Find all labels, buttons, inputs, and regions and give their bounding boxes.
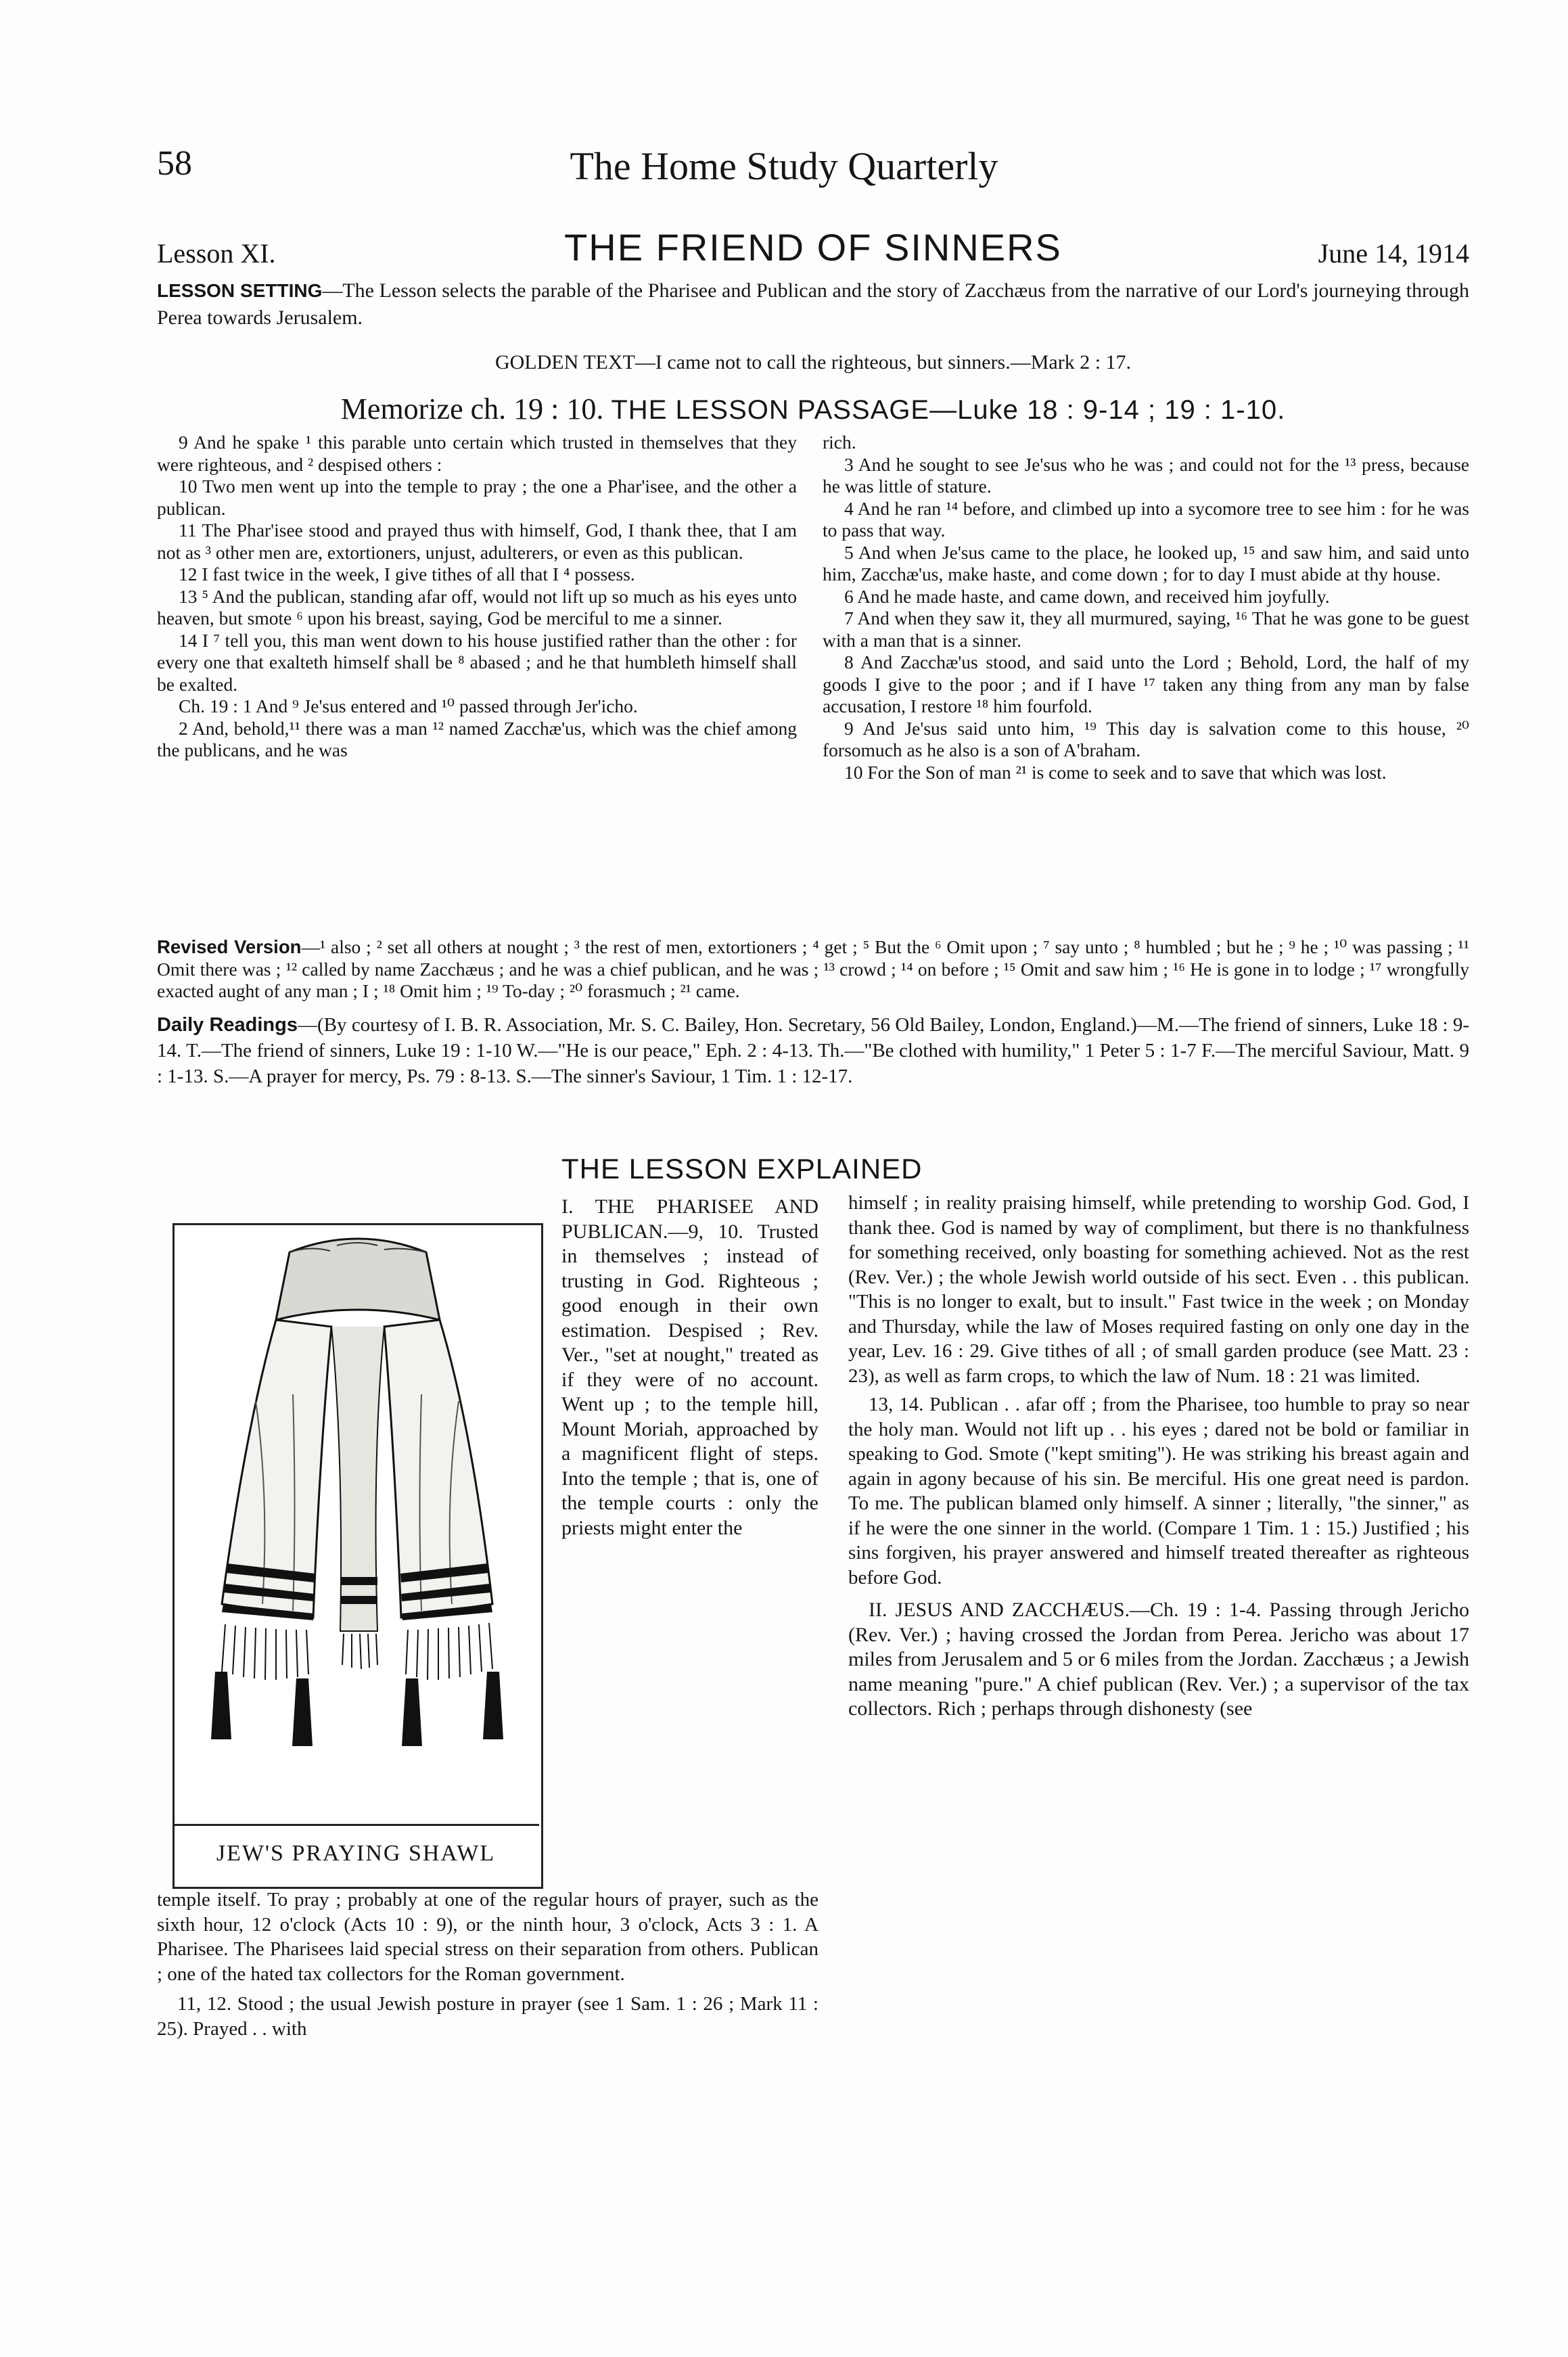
shawl-figure (172, 1223, 543, 1889)
memorize-line (157, 391, 1469, 428)
explained-paragraph: temple itself. To pray ; probably at one of the regular hours of prayer, such as the sixth hour, 12 o'clock (Acts 10 : 9), or the ninth hour, 3 o'clock, Acts 3 : 1. A Pharisee. The Pharisees laid special stress on their separation from others. Publican ; one of the hated tax collectors for the Roman government. (157, 1889, 818, 1985)
lesson-title: THE FRIEND OF SINNERS (564, 226, 1062, 269)
revised-version-label: Revised Version (157, 936, 302, 957)
explained-right-column (848, 1191, 1469, 1722)
daily-readings-text: —(By courtesy of I. B. R. Association, Mr. S. C. Bailey, Hon. Secretary, 56 Old Bailey, London, England.)—M.—The friend of sinners, Luke 18 : 9-14. T.—The friend of sinners, Luke 19 : 1-10 W.—"He is our peace," Eph. 2 : 4-13. Th.—"Be clothed with humility," 1 Peter 5 : 1-7 F.—The merciful Saviour, Matt. 9 : 1-13. S.—A prayer for mercy, Ps. 79 : 8-13. S.—The sinner's Saviour, 1 Tim. 1 : 12-17. (157, 1014, 1469, 1087)
page-number: 58 (157, 144, 192, 183)
lesson-title-line (157, 215, 1469, 269)
passage-verse: 2 And, behold,¹¹ there was a man ¹² named Zacchæ'us, which was the chief among the publicans, and he was (157, 717, 797, 760)
passage-verse: 3 And he sought to see Je'sus who he was ; and could not for the ¹³ press, because he was little of stature. (823, 453, 1469, 497)
lesson-date: June 14, 1914 (1318, 238, 1469, 269)
passage-verse: 12 I fast twice in the week, I give tithes of all that I ⁴ possess. (179, 564, 635, 585)
lesson-setting-text: —The Lesson selects the parable of the Pharisee and Publican and the story of Zacchæus from the narrative of our Lord's journeying through Perea towards Jerusalem. (157, 279, 1469, 329)
passage-verse: 9 And Je'sus said unto him, ¹⁹ This day is salvation come to this house, ²⁰ forsomuch as he also is a son of A'braham. (823, 717, 1469, 760)
lesson-setting-label: LESSON SETTING (157, 280, 323, 301)
passage-verse: 13 ⁵ And the publican, standing afar off, would not lift up so much as his eyes unto heaven, but smote ⁶ upon his breast, saying, God be merciful to me a sinner. (157, 585, 797, 628)
passage-verse: 14 I ⁷ tell you, this man went down to his house justified rather than the other : for every one that exalteth himself shall be ⁸ abased ; and he that humbleth himself shall be exalted. (157, 629, 797, 695)
passage-verse: 5 And when Je'sus came to the place, he looked up, ¹⁵ and saw him, and said unto him, Zacchæ'us, make haste, and come down ; for to day I must abide at thy house. (823, 541, 1469, 585)
passage-verse: 6 And he made haste, and came down, and received him joyfully. (844, 585, 1330, 607)
explained-paragraph: himself ; in reality praising himself, while pretending to worship God. God, I thank thee. God is named by way of compliment, but there is no thankfulness for something received, only boasting for something achieved. Not as the rest (Rev. Ver.) ; the whole Jewish world outside of his sect. Even . . this publican. "This is no longer to exalt, but to insult." Fast twice in the week ; on Monday and Thursday, while the law of Moses required fasting on only one day in the year, Lev. 16 : 29. Give tithes of all ; of small garden produce (see Matt. 23 : 23), as well as farm crops, to which the law of Num. 18 : 21 was limited. (848, 1192, 1469, 1387)
lesson-number: Lesson XI. (157, 238, 276, 269)
figure-caption-box (172, 1824, 539, 1887)
daily-readings (157, 1012, 1469, 1089)
passage-verse: 10 Two men went up into the temple to pray ; the one a Phar'isee, and the other a publican. (157, 476, 797, 519)
passage-verse: 4 And he ran ¹⁴ before, and climbed up into a sycomore tree to see him : for he was to pass that way. (823, 497, 1469, 541)
explained-narrow-column (561, 1191, 818, 1540)
passage-left-column (157, 432, 797, 762)
explained-paragraph: 13, 14. Publican . . afar off ; from the Pharisee, too humble to pray so near the holy man. Would not lift up . . his eyes ; dared not be bold or familiar in speaking to God. Smote ("kept smiting"). He was striking his breast again and again in agony because of his sin. Be merciful. His one great need is pardon. To me. The publican blamed only himself. A sinner ; literally, "the sinner," as if he were the one sinner in the world. (Compare 1 Tim. 1 : 15.) Justified ; his sins forgiven, his prayer answered and himself treated thereafter as righteous before God. (848, 1394, 1469, 1588)
passage-heading: THE LESSON PASSAGE—Luke 18 : 9-14 ; 19 : 1-10. (611, 395, 1286, 425)
lesson-explained-heading: THE LESSON EXPLAINED (561, 1153, 923, 1185)
section-one-intro: I. THE PHARISEE AND PUBLICAN.—9, 10. Trusted in themselves ; instead of trusting in God. Righteous ; good enough in their own estimation. Despised ; Rev. Ver., "set at nought," treated as if they were of no account. Went up ; to the temple hill, Mount Moriah, approached by a magnificent flight of steps. Into the temple ; that is, one of the temple courts : only the priests might enter the (561, 1195, 818, 1539)
section-two-intro: II. JESUS AND ZACCHÆUS.—Ch. 19 : 1-4. Passing through Jericho (Rev. Ver.) ; having crossed the Jordan from Perea. Jericho was about 17 miles from Jerusalem and 5 or 6 miles from the Jordan. Zacchæus ; a Jewish name meaning "pure." A chief publican (Rev. Ver.) ; a supervisor of the tax collectors. Rich ; perhaps through dishonesty (see (848, 1599, 1469, 1720)
golden-text: GOLDEN TEXT—I came not to call the righteous, but sinners.—Mark 2 : 17. (494, 351, 1132, 373)
praying-shawl-illustration (175, 1225, 541, 1821)
explained-wide-column (157, 1887, 818, 2041)
explained-paragraph: 11, 12. Stood ; the usual Jewish posture in prayer (see 1 Sam. 1 : 26 ; Mark 11 : 25). Prayed . . with (157, 1993, 818, 2040)
running-head (0, 143, 1568, 204)
passage-verse: 8 And Zacchæ'us stood, and said unto the Lord ; Behold, Lord, the half of my goods I give to the poor ; and if I have ¹⁷ taken any thing from any man by false accusation, I restore ¹⁸ him fourfold. (823, 651, 1469, 716)
journal-title: The Home Study Quarterly (570, 144, 998, 188)
passage-verse: 11 The Phar'isee stood and prayed thus with himself, God, I thank thee, that I am not as ³ other men are, extortioners, unjust, adulterers, or even as this publican. (157, 520, 797, 563)
memorize-text: Memorize ch. 19 : 10. (340, 392, 604, 426)
passage-verse: 10 For the Son of man ²¹ is come to seek and to save that which was lost. (844, 761, 1387, 783)
passage-verse: Ch. 19 : 1 And ⁹ Je'sus entered and ¹⁰ passed through Jer'icho. (179, 695, 638, 716)
revised-version-text: —¹ also ; ² set all others at nought ; ³ the rest of men, extortioners ; ⁴ get ; ⁵ But the ⁶ Omit upon ; ⁷ say unto ; ⁸ humbled ; but he ; ⁹ he ; ¹⁰ was passing ; ¹¹ Omit there was ; ¹² called by name Zacchæus ; and he was a chief publican, and he was ; ¹³ crowd ; ¹⁴ on before ; ¹⁵ Omit and saw him ; ¹⁶ He is gone in to lodge ; ¹⁷ wrongfully exacted aught of any man ; I ; ¹⁸ Omit him ; ¹⁹ To-day ; ²⁰ forasmuch ; ²¹ came. (157, 936, 1470, 1001)
passage-verse: rich. (823, 432, 856, 453)
passage-verse: 7 And when they saw it, they all murmured, saying, ¹⁶ That he was gone to be guest with a man that is a sinner. (823, 608, 1469, 651)
passage-verse: 9 And he spake ¹ this parable unto certain which trusted in themselves that they were righteous, and ² despised others : (157, 432, 797, 475)
revised-version-notes (157, 936, 1469, 1003)
daily-readings-label: Daily Readings (157, 1014, 298, 1036)
lesson-setting (157, 277, 1469, 331)
passage-right-column (823, 432, 1469, 783)
figure-caption: JEW'S PRAYING SHAWL (216, 1841, 496, 1866)
